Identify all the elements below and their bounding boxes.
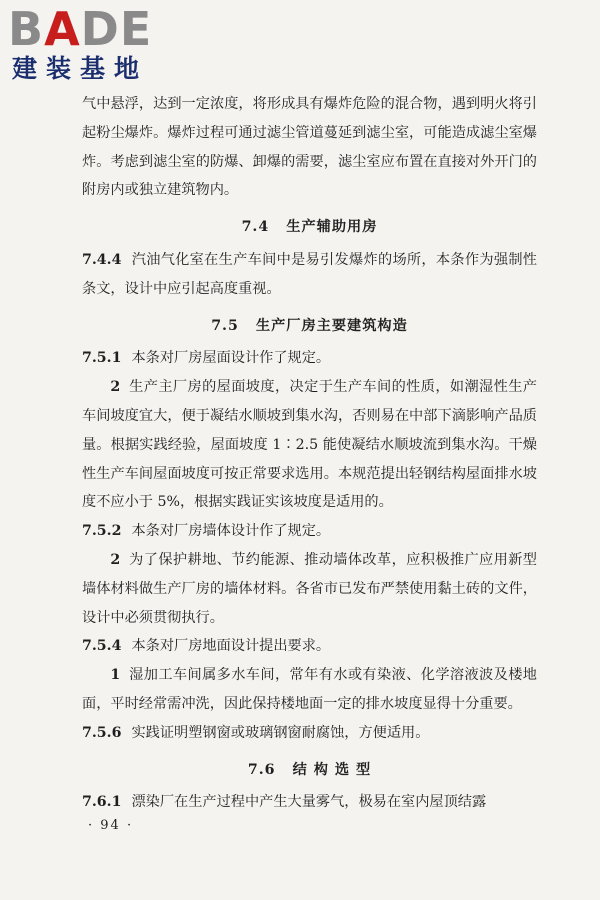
- clause-7-5-1: 7.5.1 本条对厂房屋面设计作了规定。: [82, 350, 331, 367]
- page-content: [82, 90, 537, 817]
- clause-7-5-2: 7.5.2 本条对厂房墙体设计作了规定。: [82, 523, 331, 540]
- intro-paragraph: 气中悬浮，达到一定浓度，将形成具有爆炸危险的混合物，遇到明火将引起粉尘爆炸。爆炸过程可通过滤尘管道蔓延到滤尘室，可能造成滤尘室爆炸。考虑到滤尘室的防爆、卸爆的需要，滤尘室应布置在直接对外开门的附房内或独立建筑物内。: [82, 96, 537, 199]
- brand-logo: [8, 4, 178, 90]
- clause-7-5-4-item-1: 1 湿加工车间属多水车间，常年有水或有染液、化学溶液波及楼地面，平时经常需冲洗，因此保持楼地面一定的排水坡度显得十分重要。: [82, 667, 537, 712]
- clause-7-5-6: 7.5.6 实践证明塑钢窗或玻璃钢窗耐腐蚀，方便适用。: [82, 724, 430, 741]
- clause-7-5-1-item-2: 2 生产主厂房的屋面坡度，决定于生产车间的性质，如潮湿性生产车间坡度宜大，便于凝结水顺坡到集水沟，否则易在中部下滴影响产品质量。根据实践经验，屋面坡度 1∶2.5 能使凝结水顺坡流到集水沟。干燥性生产车间屋面坡度可按正常要求选用。本规范提出轻钢结构屋面排水坡度不应小于 5%，根据实践证实该坡度是适用的。: [82, 379, 537, 511]
- clause-7-4-4: 7.4.4 汽油气化室在生产车间中是易引发爆炸的场所，本条作为强制性条文，设计中应引起高度重视。: [82, 251, 537, 297]
- logo-subtitle: 建装基地: [12, 54, 149, 83]
- logo-wordmark: BADE: [8, 2, 153, 56]
- section-heading-7-5: 7.5 生产厂房主要建筑构造: [211, 317, 408, 334]
- section-heading-7-6: 7.6 结 构 选 型: [247, 761, 372, 778]
- clause-7-6-1: 7.6.1 漂染厂在生产过程中产生大量雾气，极易在室内屋顶结露: [82, 794, 487, 811]
- section-heading-7-4: 7.4 生产辅助用房: [241, 219, 378, 236]
- clause-7-5-2-item-2: 2 为了保护耕地、节约能源、推动墙体改革，应积极推广应用新型墙体材料做生产厂房的墙体材料。各省市已发布严禁使用黏土砖的文件，设计中必须贯彻执行。: [82, 551, 537, 626]
- page-number: · 94 ·: [88, 818, 134, 833]
- clause-7-5-4: 7.5.4 本条对厂房地面设计提出要求。: [82, 638, 331, 655]
